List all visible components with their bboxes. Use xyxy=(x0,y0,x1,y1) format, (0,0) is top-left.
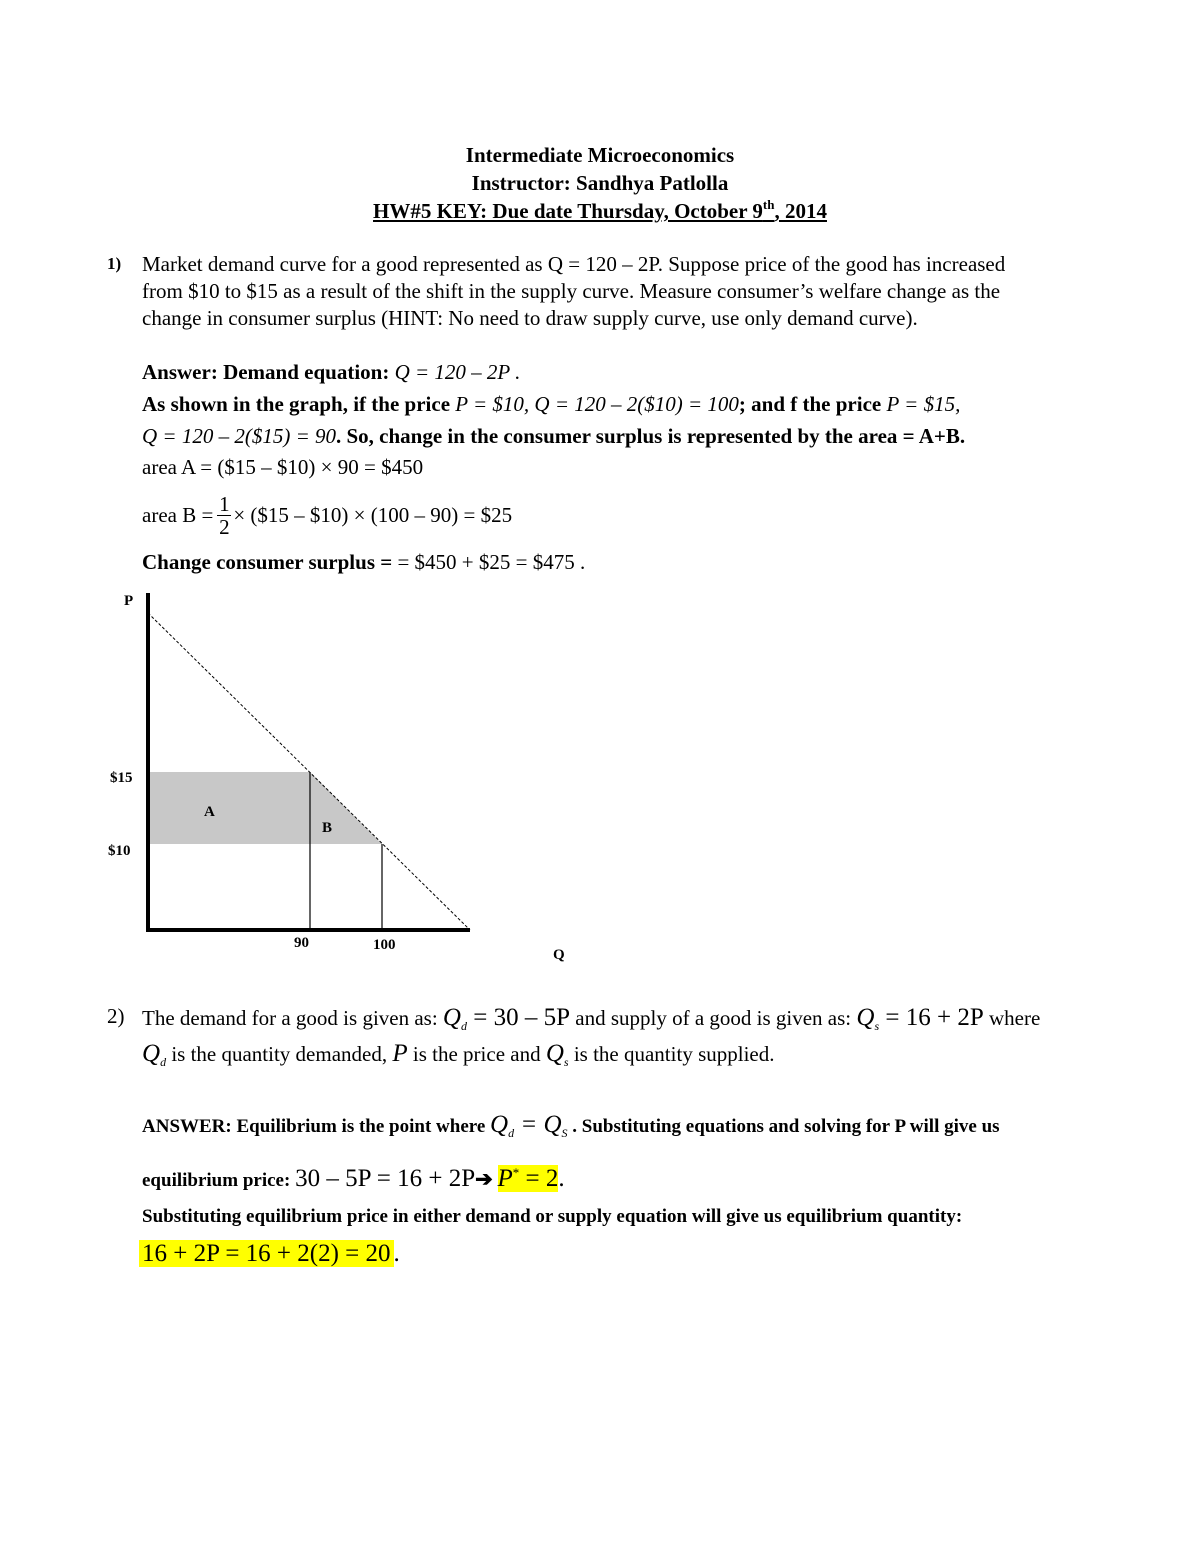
q2-p-star-period: . xyxy=(558,1165,565,1192)
q1-area-a: area A = ($15 – $10) × 90 = $450 xyxy=(142,455,424,479)
q2-eq-price-eq: 30 – 5P = 16 + 2P xyxy=(295,1165,476,1192)
q2-answer-line xyxy=(142,1108,1000,1144)
q2-text6: is the quantity supplied. xyxy=(573,1042,775,1066)
q2-qd-sub: d xyxy=(160,1055,167,1069)
area-a-label: A xyxy=(204,804,215,820)
q2-p-symbol: P xyxy=(392,1040,408,1067)
q1-answer-line xyxy=(142,360,520,385)
q2-p-star-rest: = 2 xyxy=(519,1165,559,1192)
q2-qd-symbol: Q xyxy=(142,1040,161,1067)
q1-change-label: Change consumer surplus = xyxy=(142,550,393,574)
q1-area-b xyxy=(142,490,512,540)
q90-tick-label: 90 xyxy=(294,935,309,951)
demand-curve-graph xyxy=(100,585,600,970)
q1-area-b-rest: × ($15 – $10) × (100 – 90) = $25 xyxy=(233,502,513,527)
q2-answer-sub-d: d xyxy=(508,1126,515,1140)
q1-area-b-prefix: area B = xyxy=(142,502,214,527)
q2-demand-sub: d xyxy=(460,1019,467,1033)
q1-shown-mid: ; and f the price xyxy=(738,392,882,416)
p-axis-label: P xyxy=(124,593,134,609)
q1-shown-line xyxy=(142,392,960,417)
q2-subst-text: Substituting equilibrium price in either demand or supply equation will give us equilibrium quantity: xyxy=(142,1206,963,1227)
q2-text1: The demand for a good is given as: xyxy=(142,1006,438,1030)
q1-change-eq: = $450 + $25 = $475 . xyxy=(397,550,586,574)
due-date-suffix-sup: th xyxy=(762,197,775,212)
q2-answer-rest: . Substituting equations and solving for P will give us xyxy=(572,1116,1000,1137)
q2-qs-symbol: Q xyxy=(545,1040,564,1067)
q2-text2: and supply of a good is given as: xyxy=(575,1006,852,1030)
course-title: Intermediate Microeconomics xyxy=(465,143,735,167)
area-b-label: B xyxy=(322,820,333,836)
q2-supply-sub: s xyxy=(874,1019,880,1033)
q1-line1: Market demand curve for a good represented as Q = 120 – 2P. Suppose price of the good has increased xyxy=(142,252,1006,276)
q2-answer-eq xyxy=(490,1111,568,1138)
q2-quantity-period: . xyxy=(393,1240,400,1267)
q1-shown-eq1: P = $10, Q = 120 – 2($10) = 100 xyxy=(455,392,739,416)
due-date-year: , 2014 xyxy=(774,199,827,223)
q2-text4: is the quantity demanded, xyxy=(171,1042,388,1066)
q2-text5: is the price and xyxy=(412,1042,541,1066)
q2-number: 2) xyxy=(107,1004,125,1028)
q2-demand-q: Q xyxy=(442,1004,461,1031)
q2-line1 xyxy=(142,1000,1040,1036)
q1-shown-prefix: As shown in the graph, if the price xyxy=(142,392,451,416)
q1-answer-eq: Q = 120 – 2P . xyxy=(394,360,521,384)
q100-tick-label: 100 xyxy=(373,937,396,953)
q2-line2 xyxy=(142,1036,774,1072)
q2-demand-eq xyxy=(443,1004,570,1031)
q1-eq3: Q = 120 – 2($15) = 90 xyxy=(142,424,336,448)
q1-number: 1) xyxy=(107,254,122,273)
q2-answer-qd: Q xyxy=(490,1111,509,1138)
q2-answer-qs: = Q xyxy=(514,1111,562,1138)
q2-quantity-eq: 16 + 2P = 16 + 2(2) = 20 xyxy=(139,1240,394,1267)
q2-supply-rest: = 16 + 2P xyxy=(879,1004,984,1031)
q1-area-b-denominator: 2 xyxy=(219,514,230,539)
q2-text3: where xyxy=(988,1006,1041,1030)
q2-p-star-highlight xyxy=(498,1165,559,1192)
area-a-shade xyxy=(150,772,310,844)
q1-line3: change in consumer surplus (HINT: No need to draw supply curve, use only demand curve). xyxy=(142,306,918,330)
due-date-line xyxy=(0,199,1200,224)
due-date-prefix: HW#5 KEY: Due date Thursday, October 9 xyxy=(373,199,763,223)
q2-p-star: P xyxy=(497,1165,513,1192)
q1-area-b-numerator: 1 xyxy=(219,491,230,516)
q2-eq-price-label: equilibrium price: xyxy=(142,1170,291,1191)
q2-answer-label: ANSWER: Equilibrium is the point where xyxy=(142,1116,486,1137)
q2-answer-sub-s: S xyxy=(561,1126,568,1140)
instructor-line: Instructor: Sandhya Patlolla xyxy=(471,171,729,195)
demand-curve-line xyxy=(148,613,470,930)
q-axis-label: Q xyxy=(553,947,565,963)
q2-quantity-line xyxy=(139,1236,400,1272)
q2-supply-q: Q xyxy=(856,1004,875,1031)
q2-demand-rest: = 30 – 5P xyxy=(466,1004,570,1031)
q2-p-star-sup: * xyxy=(512,1165,520,1180)
q2-arrow-icon: ➔ xyxy=(475,1167,493,1191)
p15-tick-label: $15 xyxy=(110,770,133,786)
q1-answer-label: Answer: Demand equation: xyxy=(142,360,390,384)
p10-tick-label: $10 xyxy=(108,843,131,859)
q2-eq-price-line xyxy=(142,1162,565,1198)
q1-area-b-fraction xyxy=(217,493,231,538)
q1-line-rest: . So, change in the consumer surplus is represented by the area = A+B. xyxy=(336,424,966,448)
q1-shown-eq2: P = $15, xyxy=(886,392,961,416)
q1-area-line xyxy=(142,424,965,449)
q1-change-line xyxy=(142,550,585,575)
q2-qs-sub: s xyxy=(563,1055,569,1069)
q1-line2: from $10 to $15 as a result of the shift in the supply curve. Measure consumer’s welfare change as the xyxy=(142,279,1001,303)
q2-supply-eq xyxy=(856,1004,983,1031)
